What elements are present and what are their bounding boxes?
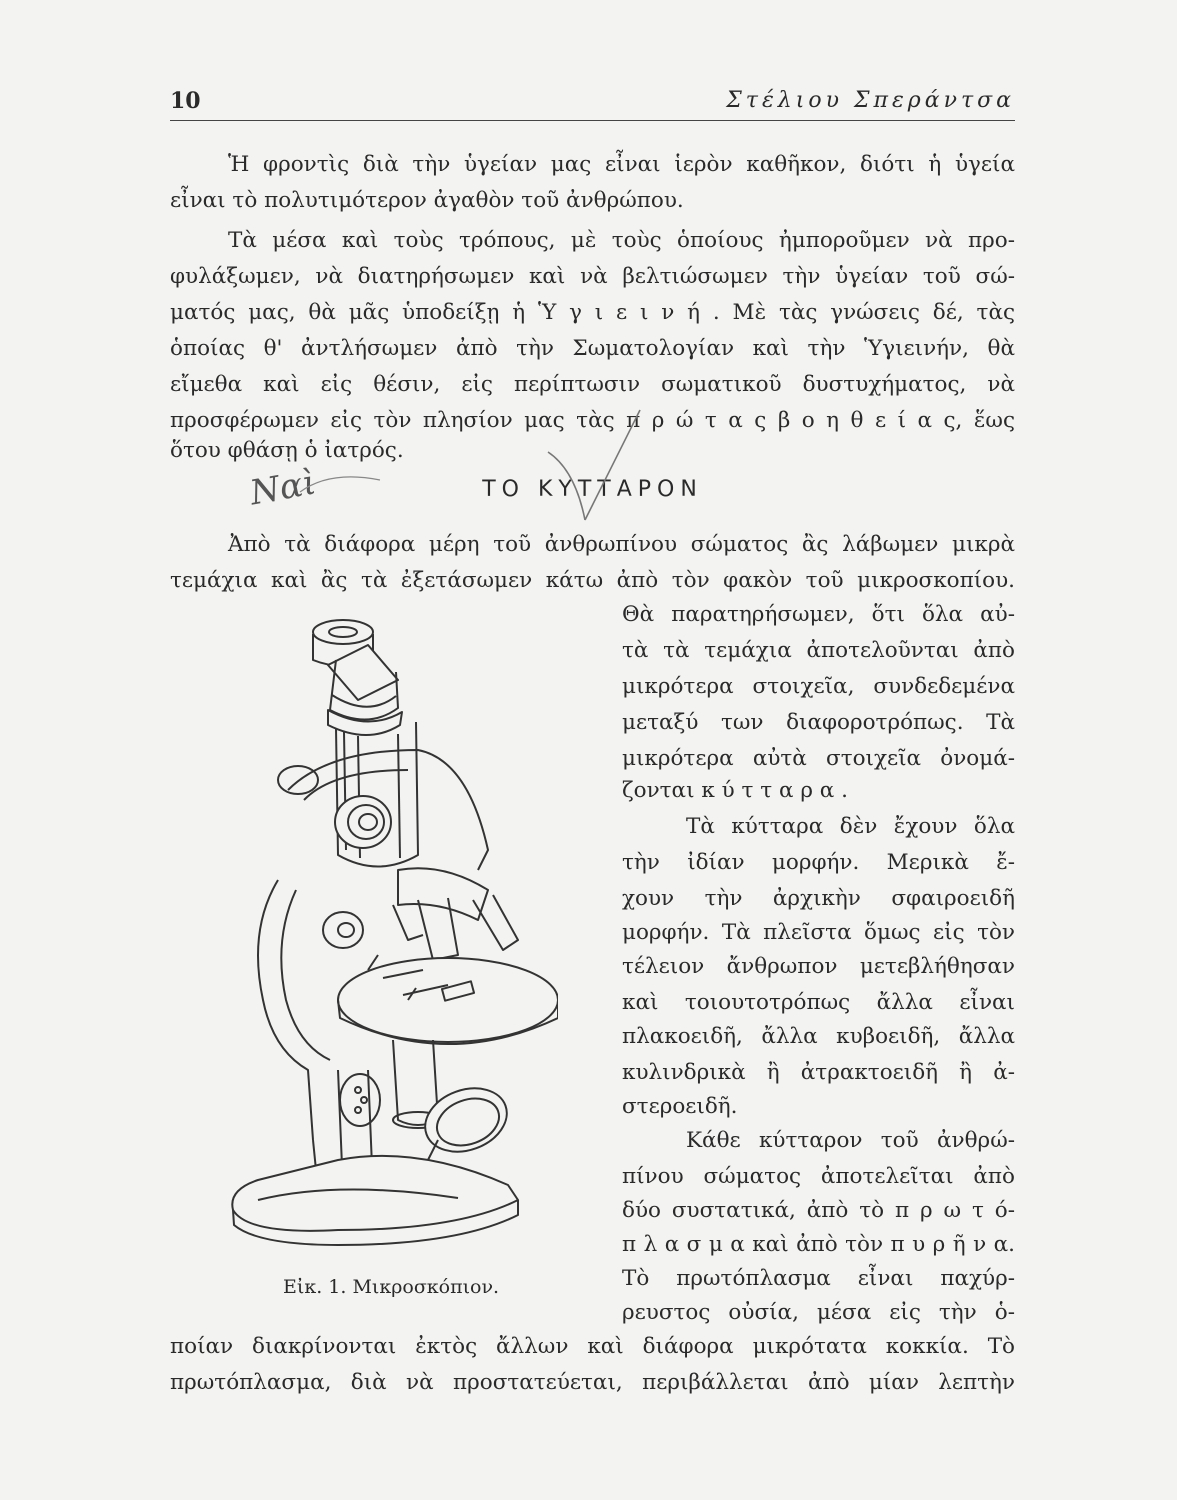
text-line: Ἀπὸ τὰ διάφορα μέρη τοῦ ἀνθρωπίνου σώματος ἂς λάβωμεν μικρὰ [228, 532, 1015, 557]
column-line: καὶ τοιουτοτρόπως ἄλλα εἶναι [622, 990, 1015, 1015]
column-line: τὰ τὰ τεμάχια ἀποτελοῦνται ἀπὸ [622, 638, 1015, 663]
column-line: μεταξύ των διαφοροτρόπως. Τὰ [622, 710, 1015, 735]
column-line: Κάθε κύτταρον τοῦ ἀνθρώ- [686, 1128, 1015, 1153]
column-line: χουν τὴν ἀρχικὴν σφαιροειδῆ [622, 886, 1015, 911]
column-line: Τὸ πρωτόπλασμα εἶναι παχύρ- [622, 1266, 1015, 1291]
column-line: μικρότερα αὐτὰ στοιχεῖα ὀνομά- [622, 746, 1015, 771]
text-line: ὁποίας θ' ἀντλήσωμεν ἀπὸ τὴν Σωματολογίαν καὶ τὴν Ὑγιεινήν, θὰ [170, 336, 1015, 361]
text-line: Ἡ φροντὶς διὰ τὴν ὑγείαν μας εἶναι ἱερὸν καθῆκον, διότι ἡ ὑγεία [228, 152, 1015, 177]
text-line: ματός μας, θὰ μᾶς ὑποδείξῃ ἡ Ὑ γ ι ε ι ν ή . Μὲ τὰς γνώσεις δέ, τὰς [170, 300, 1015, 325]
text-line: πρωτόπλασμα, διὰ νὰ προστατεύεται, περιβάλλεται ἀπὸ μίαν λεπτὴν [170, 1370, 1015, 1395]
section-heading: ΤΟ ΚΥΤΤΑΡΟΝ [482, 477, 703, 502]
column-line: πίνου σώματος ἀποτελεῖται ἀπὸ [622, 1164, 1015, 1189]
column-line: στεροειδῆ. [622, 1094, 738, 1119]
column-line: π λ α σ μ α καὶ ἀπὸ τὸν π υ ρ ῆ ν α. [622, 1232, 1015, 1257]
running-head: Στέλιου Σπεράντσα [726, 88, 1015, 113]
column-line: μικρότερα στοιχεῖα, συνδεδεμένα [622, 674, 1015, 699]
text-line: ποίαν διακρίνονται ἐκτὸς ἄλλων καὶ διάφορα μικρότατα κοκκία. Τὸ [170, 1334, 1015, 1359]
column-line: μορφήν. Τὰ πλεῖστα ὅμως εἰς τὸν [622, 920, 1015, 945]
microscope-illustration [218, 600, 558, 1250]
column-line: Θὰ παρατηρήσωμεν, ὅτι ὅλα αὐ- [622, 602, 1015, 627]
column-line: Τὰ κύτταρα δὲν ἔχουν ὅλα [686, 814, 1015, 839]
column-line: τὴν ἰδίαν μορφήν. Μερικὰ ἔ- [622, 850, 1015, 875]
text-line: εἴμεθα καὶ εἰς θέσιν, εἰς περίπτωσιν σωματικοῦ δυστυχήματος, νὰ [170, 372, 1015, 397]
text-line: ὅτου φθάσῃ ὁ ἰατρός. [170, 438, 404, 463]
column-line: κυλινδρικὰ ἢ ἀτρακτοειδῆ ἢ ἀ- [622, 1060, 1015, 1085]
handwritten-note: Ναὶ [247, 462, 320, 514]
text-line: Τὰ μέσα καὶ τοὺς τρόπους, μὲ τοὺς ὁποίους ἠμποροῦμεν νὰ προ- [228, 228, 1015, 253]
page-number: 10 [170, 88, 201, 114]
text-line: εἶναι τὸ πολυτιμότερον ἀγαθὸν τοῦ ἀνθρώπου. [170, 188, 684, 213]
text-line: τεμάχια καὶ ἂς τὰ ἐξετάσωμεν κάτω ἀπὸ τὸν φακὸν τοῦ μικροσκοπίου. [170, 568, 1015, 593]
column-line: ρευστος οὐσία, μέσα εἰς τὴν ὁ- [622, 1300, 1015, 1325]
column-line: πλακοειδῆ, ἄλλα κυβοειδῆ, ἄλλα [622, 1024, 1015, 1049]
figure-caption: Εἰκ. 1. Μικροσκόπιον. [283, 1276, 500, 1298]
column-line: ζονται κ ύ τ τ α ρ α . [622, 778, 848, 803]
text-line: προσφέρωμεν εἰς τὸν πλησίον μας τὰς π ρ ώ τ α ς β ο η θ ε ί α ς, ἕως [170, 408, 1015, 433]
text-line: φυλάξωμεν, νὰ διατηρήσωμεν καὶ νὰ βελτιώσωμεν τὴν ὑγείαν τοῦ σώ- [170, 264, 1015, 289]
column-line: δύο συστατικά, ἀπὸ τὸ π ρ ω τ ό- [622, 1198, 1015, 1223]
column-line: τέλειον ἄνθρωπον μετεβλήθησαν [622, 954, 1015, 979]
